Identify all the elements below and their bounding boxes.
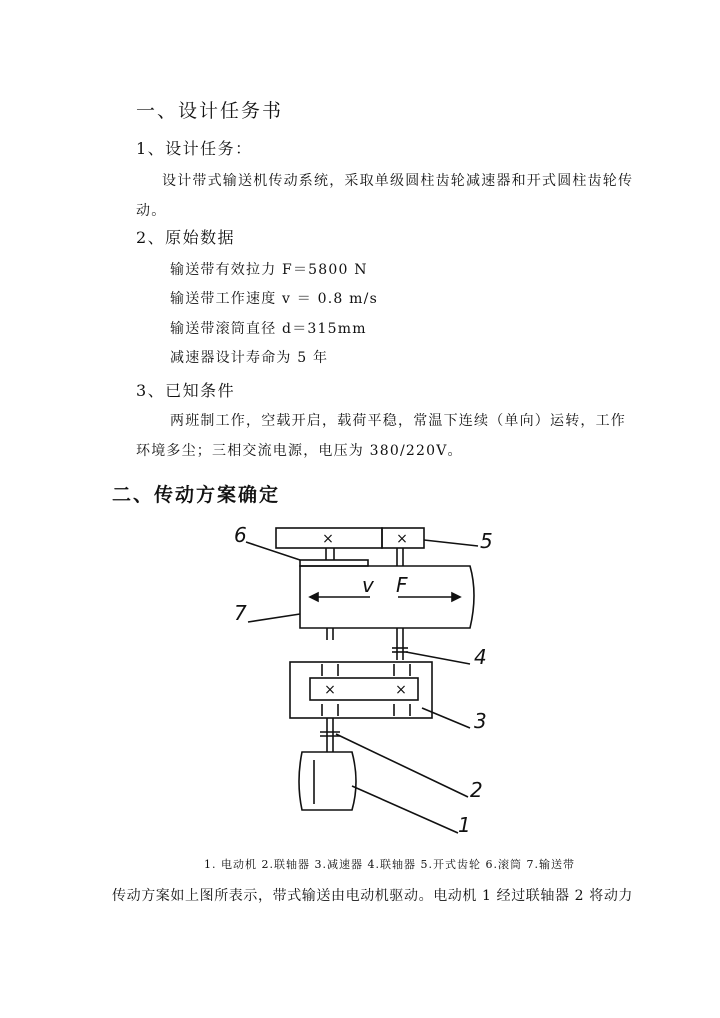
body-text-last-line: 传动方案如上图所表示，带式输送由电动机驱动。电动机 1 经过联轴器 2 将动力 xyxy=(112,888,634,904)
drum-plate xyxy=(300,560,368,566)
cond-text-line1: 两班制工作，空载开启，载荷平稳，常温下连续（单向）运转，工作 xyxy=(170,413,626,429)
section1-title: 一、设计任务书 xyxy=(136,100,284,122)
data-item-diameter: 输送带滚筒直径 d＝315mm xyxy=(170,321,367,337)
data-item-lifetime: 减速器设计寿命为 5 年 xyxy=(170,350,329,366)
label-5: 5 xyxy=(480,529,493,553)
cond-text-line2: 环境多尘；三相交流电源，电压为 380/220V。 xyxy=(136,443,463,459)
velocity-label: v xyxy=(362,573,374,597)
label-6: 6 xyxy=(234,523,247,547)
cond-heading: 3、已知条件 xyxy=(136,381,236,400)
force-label: F xyxy=(396,573,408,597)
label-4: 4 xyxy=(474,645,487,669)
label-2: 2 xyxy=(470,778,483,802)
task-heading: 1、设计任务： xyxy=(136,139,253,158)
task-text-line2: 动。 xyxy=(136,203,167,219)
label-7: 7 xyxy=(234,601,247,625)
label-1: 1 xyxy=(458,813,471,837)
shaft-mark-2: × xyxy=(396,531,408,547)
section2-title: 二、传动方案确定 xyxy=(112,484,281,506)
shaft-mark-1: × xyxy=(322,531,334,547)
shaft-mark-4: × xyxy=(395,682,407,698)
label-3: 3 xyxy=(474,709,487,733)
shaft-mark-3: × xyxy=(324,682,336,698)
task-text-line1: 设计带式输送机传动系统，采取单级圆柱齿轮减速器和开式圆柱齿轮传 xyxy=(162,173,634,189)
data-item-force: 输送带有效拉力 F＝5800 N xyxy=(170,262,368,278)
figure-caption: 1. 电动机 2.联轴器 3.减速器 4.联轴器 5.开式齿轮 6.滚筒 7.输送带 xyxy=(204,858,575,871)
data-heading: 2、原始数据 xyxy=(136,228,236,247)
motor xyxy=(299,752,356,810)
data-item-speed: 输送带工作速度 v ＝ 0.8 m/s xyxy=(170,291,378,307)
